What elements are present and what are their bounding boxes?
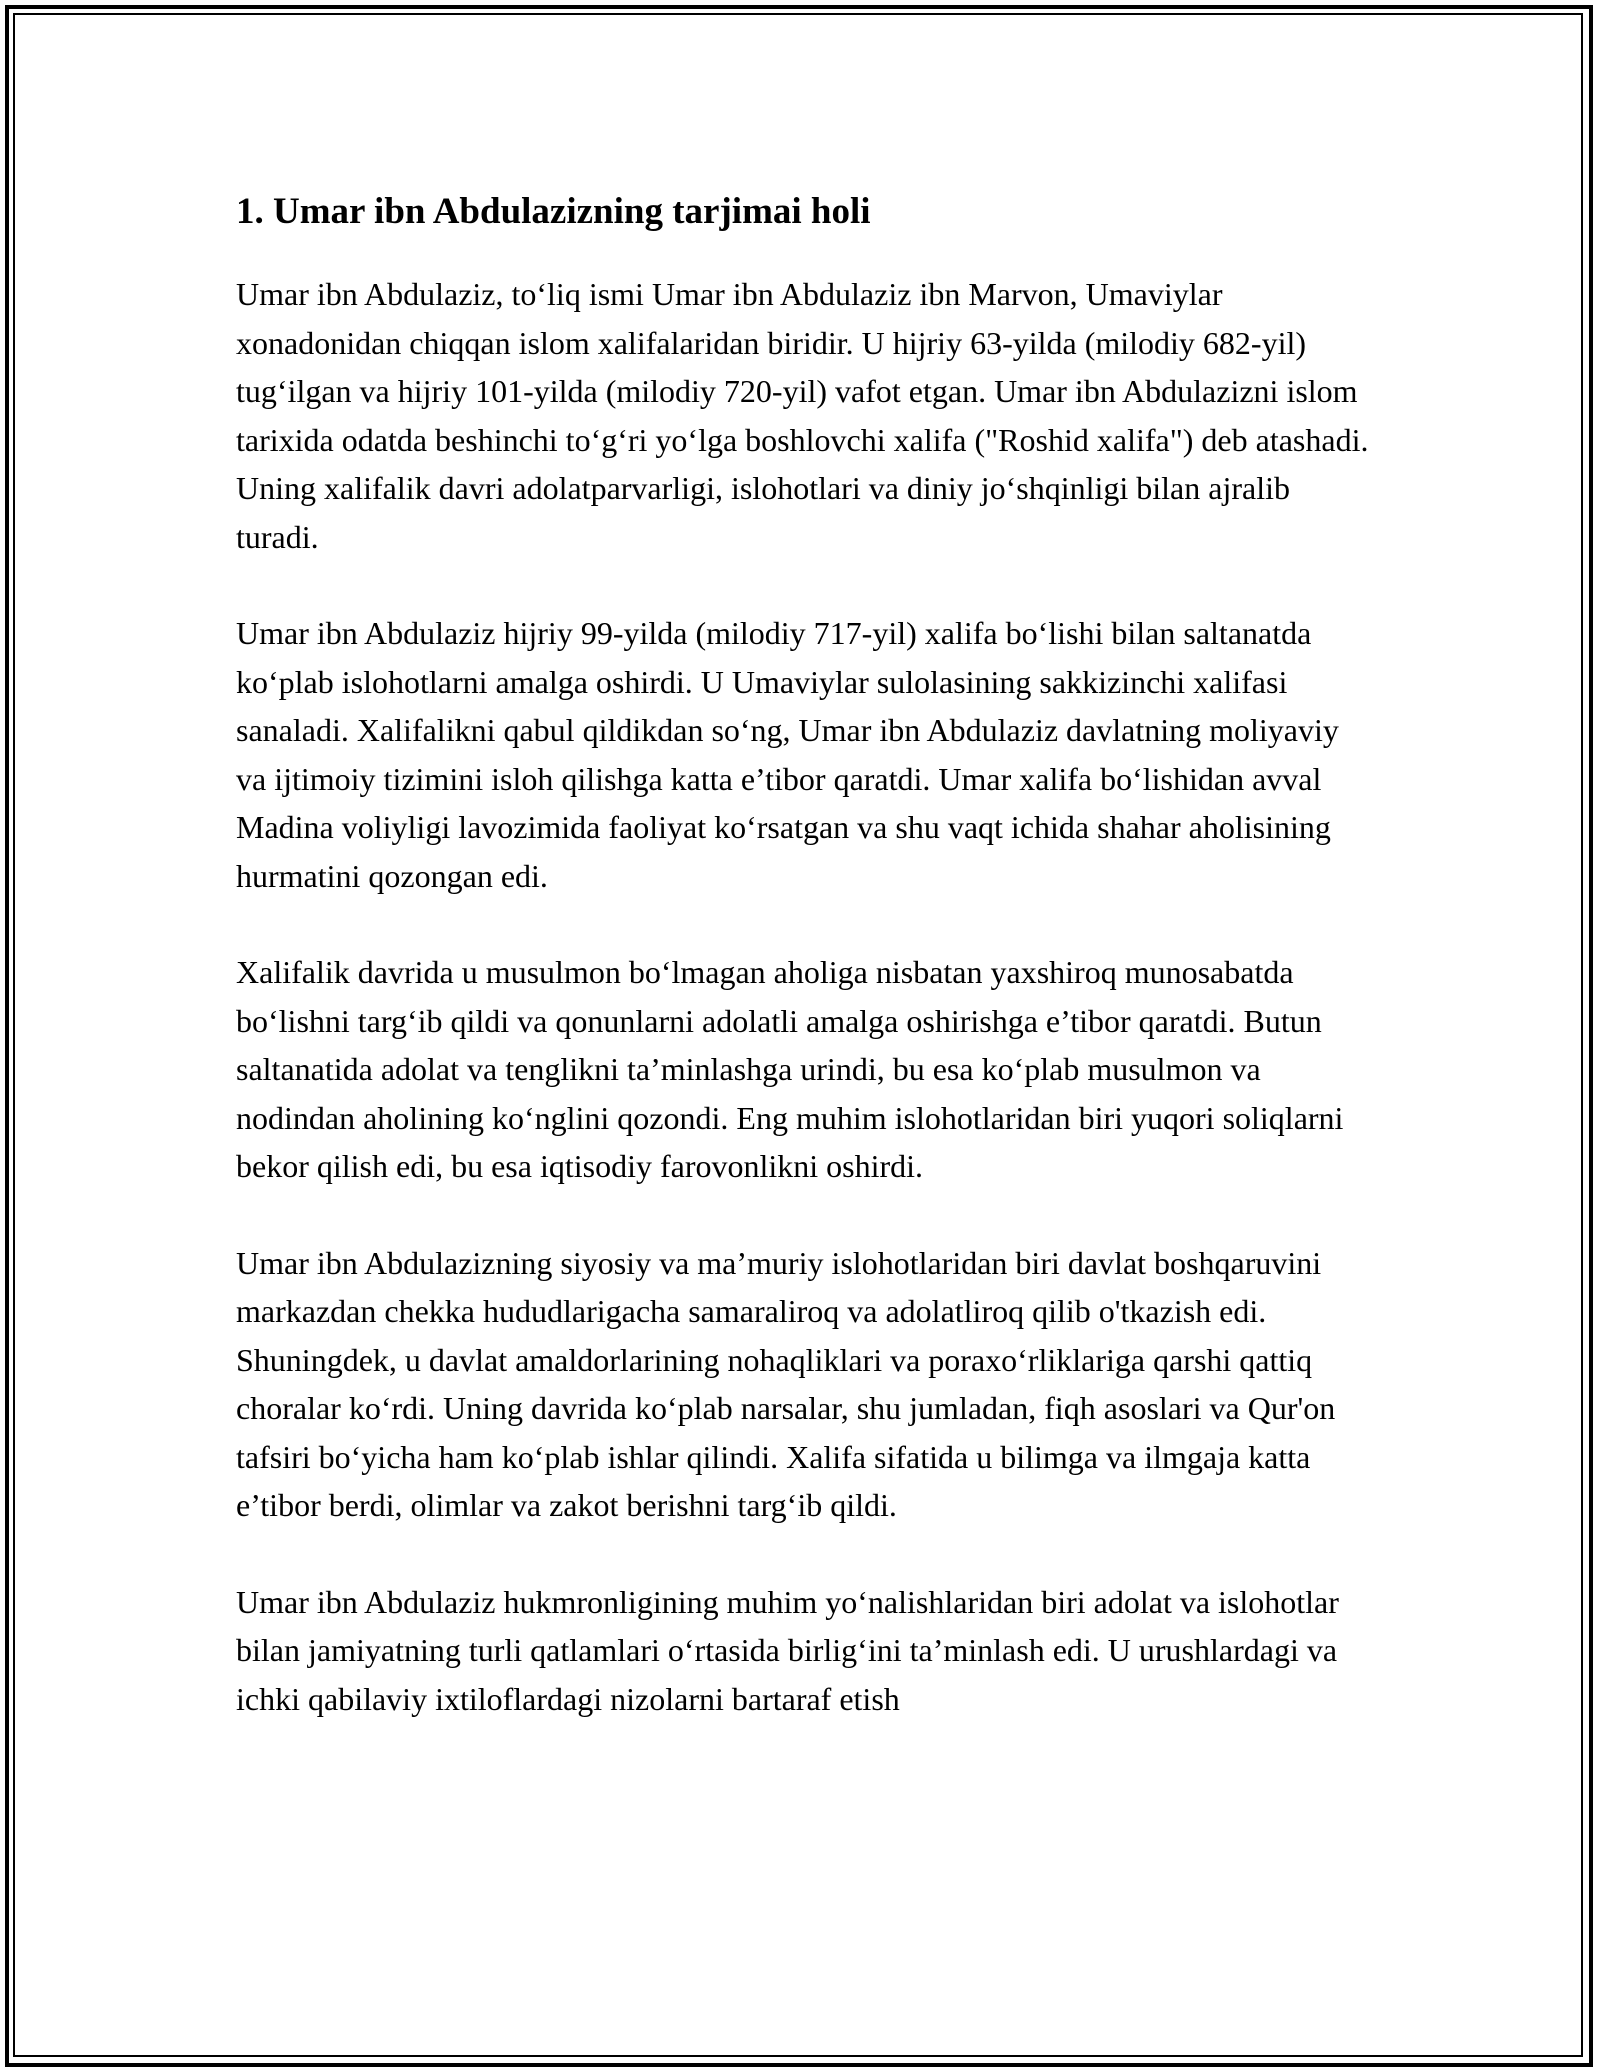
section-heading: 1. Umar ibn Abdulazizning tarjimai holi	[236, 191, 871, 232]
paragraph-4: Umar ibn Abdulazizning siyosiy va ma’muriy islohotlaridan biri davlat boshqaruvini markazdan chekka hududlarigacha samaraliroq va adolatliroq qilib o'tkazish edi. Shuningdek, u davlat amaldorlarining nohaqliklari va poraxo‘rliklariga qarshi qattiq choralar ko‘rdi. Uning davrida ko‘plab narsalar, shu jumladan, fiqh asoslari va Qur'on tafsiri bo‘yicha ham ko‘plab ishlar qilindi. Xalifa sifatida u bilimga va ilmgaja katta e’tibor berdi, olimlar va zakot berishni targ‘ib qildi.	[236, 1244, 1336, 1523]
paragraph-2: Umar ibn Abdulaziz hijriy 99-yilda (milodiy 717-yil) xalifa bo‘lishi bilan saltanatda ko‘plab islohotlarni amalga oshirdi. U Umaviylar sulolasining sakkizinchi xalifasi sanaladi. Xalifalikni qabul qildikdan so‘ng, Umar ibn Abdulaziz davlatning moliyaviy va ijtimoiy tizimini isloh qilishga katta e’tibor qaratdi. Umar xalifa bo‘lishidan avval Madina voliyligi lavozimida faoliyat ko‘rsatgan va shu vaqt ichida shahar aholisining hurmatini qozongan edi.	[236, 615, 1339, 894]
paragraph-3: Xalifalik davrida u musulmon bo‘lmagan aholiga nisbatan yaxshiroq munosabatda bo‘lishni targ‘ib qildi va qonunlarni adolatli amalga oshirishga e’tibor qaratdi. Butun saltanatida adolat va tenglikni ta’minlashga urindi, bu esa ko‘plab musulmon va nodindan aholining ko‘nglini qozondi. Eng muhim islohotlaridan biri yuqori soliqlarni bekor qilish edi, bu esa iqtisodiy farovonlikni oshirdi.	[236, 954, 1344, 1184]
document-body	[236, 186, 1376, 1771]
paragraph-5: Umar ibn Abdulaziz hukmronligining muhim yo‘nalishlaridan biri adolat va islohotlar bilan jamiyatning turli qatlamlari o‘rtasida birlig‘ini ta’minlash edi. U urushlardagi va ichki qabilaviy ixtiloflardagi nizolarni bartaraf etish	[236, 1583, 1339, 1717]
paragraph-1: Umar ibn Abdulaziz, to‘liq ismi Umar ibn Abdulaziz ibn Marvon, Umaviylar xonadonidan chiqqan islom xalifalaridan biridir. U hijriy 63-yilda (milodiy 682-yil) tug‘ilgan va hijriy 101-yilda (milodiy 720-yil) vafot etgan. Umar ibn Abdulazizni islom tarixida odatda beshinchi to‘g‘ri yo‘lga boshlovchi xalifa ("Roshid xalifa") deb atashadi. Uning xalifalik davri adolatparvarligi, islohotlari va diniy jo‘shqinligi bilan ajralib turadi.	[236, 276, 1369, 555]
